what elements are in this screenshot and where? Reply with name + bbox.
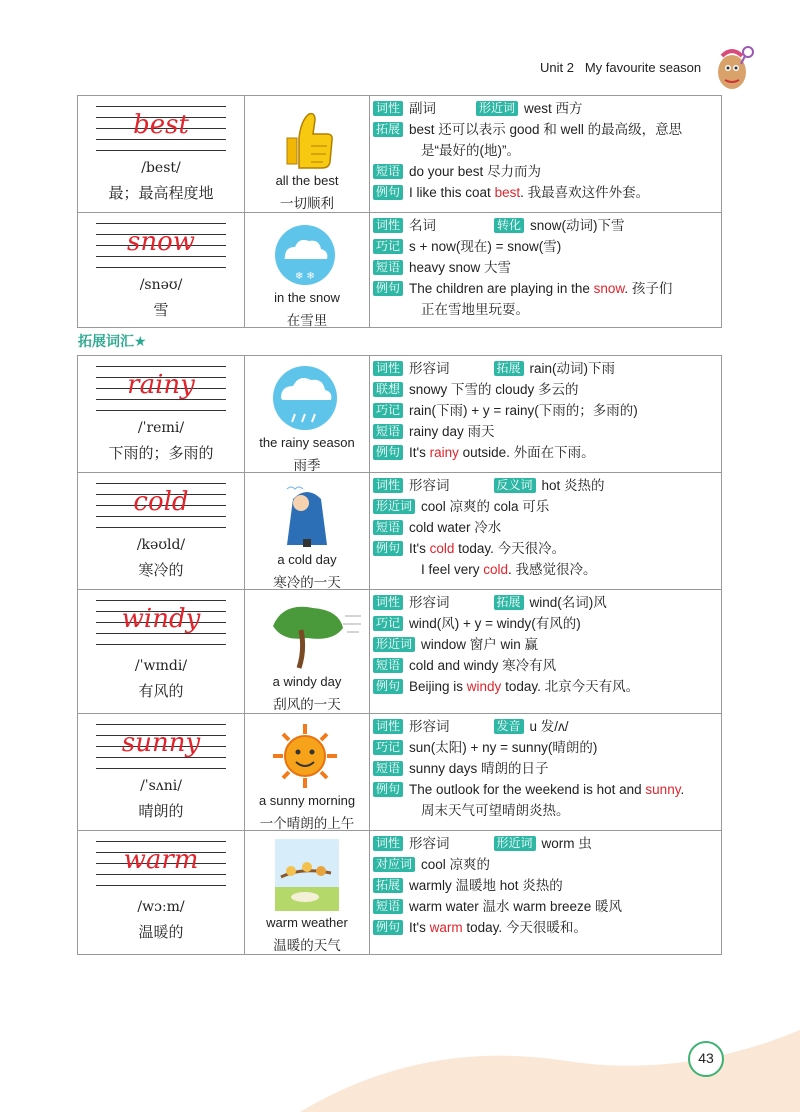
- line-text: 形容词: [409, 719, 450, 734]
- tag: 例句: [373, 185, 403, 200]
- word-cell: [78, 831, 245, 955]
- line-text: wind(名词)风: [529, 595, 607, 610]
- line-text: today. 今天很暖和。: [462, 920, 587, 935]
- phrase-en: a cold day: [277, 552, 337, 567]
- entry-row-best: [78, 96, 722, 213]
- tag: 词性: [373, 218, 403, 233]
- entry-row-cold: [78, 473, 722, 590]
- page-number: 43: [688, 1041, 724, 1077]
- line-text: The outlook for the weekend is hot and: [409, 782, 646, 797]
- tag: 词性: [373, 595, 403, 610]
- meaning: 有风的: [138, 682, 184, 700]
- word: windy: [121, 604, 201, 634]
- highlight-word: windy: [466, 679, 502, 694]
- footer-wave: [0, 1010, 800, 1112]
- phrase-cn: 一切顺利: [280, 196, 334, 212]
- entry-row-windy: [78, 590, 722, 714]
- line-text: 形容词: [409, 478, 450, 493]
- word: best: [133, 110, 189, 140]
- definition-cell: [370, 831, 722, 955]
- picture-cell: [245, 473, 370, 590]
- tag: 拓展: [373, 122, 403, 137]
- definition-cell: [370, 590, 722, 714]
- word: cold: [133, 487, 189, 517]
- phrase-cn: 温暖的天气: [273, 938, 341, 954]
- phonetic: /ˈwɪndi/: [134, 658, 188, 674]
- line-text: hot 炎热的: [541, 478, 605, 493]
- tag: 例句: [373, 445, 403, 460]
- warm-scene-icon: [245, 837, 369, 913]
- definition-cell: [370, 96, 722, 213]
- line-text: s + now(现在) = snow(雪): [409, 239, 562, 254]
- line-text: rain(动词)下雨: [529, 361, 616, 376]
- tag: 例句: [373, 541, 403, 556]
- definition-cell: [370, 213, 722, 328]
- picture-cell: [245, 213, 370, 328]
- entry-row-rainy: [78, 356, 722, 473]
- meaning: 温暖的: [138, 923, 184, 941]
- definition-cell: [370, 473, 722, 590]
- phrase-en: in the snow: [274, 290, 340, 305]
- snow-cloud-icon: [245, 219, 369, 289]
- tag: 形近词: [476, 101, 518, 116]
- phrase-cn: 在雪里: [286, 313, 328, 329]
- tag: 短语: [373, 658, 403, 673]
- highlight-word: warm: [429, 920, 463, 935]
- definition-cell: [370, 714, 722, 831]
- word-cell: [78, 96, 245, 213]
- highlight-word: rainy: [429, 445, 459, 460]
- word-cell: [78, 356, 245, 473]
- line-text: cold water 冷水: [409, 520, 502, 535]
- page-header: [540, 60, 701, 75]
- line-text: today. 北京今天有风。: [501, 679, 640, 694]
- svg-text:❄ ❄: ❄ ❄: [295, 271, 315, 282]
- line-text: Beijing is: [409, 679, 467, 694]
- phrase-en: warm weather: [266, 915, 348, 930]
- word-cell: [78, 590, 245, 714]
- word: rainy: [127, 370, 195, 400]
- unit-label: Unit 2: [540, 60, 574, 75]
- phrase-cn: 刮风的一天: [273, 697, 341, 713]
- line-text: rain(下雨) + y = rainy(下雨的；多雨的): [409, 403, 638, 418]
- meaning: 最；最高程度地: [108, 184, 214, 202]
- phonetic: /best/: [141, 160, 181, 176]
- line-text: warm water 温水 warm breeze 暖风: [409, 899, 623, 914]
- picture-cell: [245, 590, 370, 714]
- picture-cell: [245, 714, 370, 831]
- phrase-en: a windy day: [272, 674, 342, 689]
- line-text: . 我感觉很冷。: [508, 562, 597, 577]
- tag: 例句: [373, 281, 403, 296]
- line-text: sun(太阳) + ny = sunny(晴朗的): [409, 740, 598, 755]
- word: warm: [123, 845, 199, 875]
- line-text: best 还可以表示 good 和 well 的最高级，意思: [409, 122, 683, 137]
- tag: 拓展: [373, 878, 403, 893]
- phrase-en: all the best: [275, 173, 339, 188]
- vocab-table-core: [77, 95, 722, 328]
- thumbs-up-icon: [245, 102, 369, 172]
- line-text: 形容词: [409, 595, 450, 610]
- tag: 短语: [373, 424, 403, 439]
- tag: 联想: [373, 382, 403, 397]
- line-text: window 窗户 win 赢: [421, 637, 539, 652]
- definition-cell: [370, 356, 722, 473]
- line-text: do your best 尽力而为: [409, 164, 542, 179]
- phonetic: /wɔːm/: [137, 899, 185, 915]
- phrase-cn: 寒冷的一天: [273, 575, 341, 591]
- tag: 词性: [373, 361, 403, 376]
- line-text: sunny days 晴朗的日子: [409, 761, 549, 776]
- line-text: . 我最喜欢这件外套。: [520, 185, 650, 200]
- picture-cell: [245, 831, 370, 955]
- vocab-table-extended: [77, 355, 722, 955]
- phonetic: /ˈsʌni/: [140, 778, 182, 794]
- line-text: 形容词: [409, 836, 450, 851]
- tag: 短语: [373, 260, 403, 275]
- tag: 形近词: [373, 499, 415, 514]
- highlight-word: sunny: [645, 782, 681, 797]
- word-cell: [78, 714, 245, 831]
- tag: 词性: [373, 719, 403, 734]
- line-text: cold and windy 寒冷有风: [409, 658, 557, 673]
- line-text: snow(动词)下雪: [530, 218, 625, 233]
- tag: 发音: [494, 719, 524, 734]
- line-text: It's: [409, 445, 430, 460]
- tag: 拓展: [494, 361, 524, 376]
- line-text: worm 虫: [541, 836, 592, 851]
- line-text: rainy day 雨天: [409, 424, 495, 439]
- tag: 短语: [373, 164, 403, 179]
- line-text: I feel very: [421, 562, 484, 577]
- tag: 反义词: [494, 478, 536, 493]
- cold-child-icon: [245, 479, 369, 551]
- line-text: u 发/ʌ/: [529, 719, 569, 734]
- phrase-cn: 雨季: [293, 458, 321, 474]
- section-title: 拓展词汇★: [78, 334, 147, 350]
- phrase-en: the rainy season: [259, 435, 355, 450]
- phonetic: /snəʊ/: [139, 277, 183, 293]
- highlight-word: cold: [483, 562, 509, 577]
- line-text: warmly 温暖地 hot 炎热的: [409, 878, 563, 893]
- tag: 词性: [373, 478, 403, 493]
- line-text: . 孩子们: [624, 281, 673, 296]
- line-text: west 西方: [524, 101, 583, 116]
- line-text: It's: [409, 541, 430, 556]
- tag: 短语: [373, 761, 403, 776]
- tag: 形近词: [494, 836, 536, 851]
- tag: 拓展: [494, 595, 524, 610]
- mascot-icon: [712, 42, 756, 92]
- line-text: .: [680, 782, 685, 797]
- line-text: 副词: [409, 101, 437, 116]
- tag: 转化: [494, 218, 524, 233]
- line-text: outside. 外面在下雨。: [458, 445, 595, 460]
- tag: 巧记: [373, 403, 403, 418]
- rain-cloud-icon: [245, 362, 369, 434]
- word: snow: [127, 227, 195, 257]
- word: sunny: [121, 728, 201, 758]
- highlight-word: cold: [429, 541, 455, 556]
- picture-cell: [245, 356, 370, 473]
- line-text: I like this coat: [409, 185, 495, 200]
- entry-row-warm: [78, 831, 722, 955]
- tag: 形近词: [373, 637, 415, 652]
- entry-row-sunny: [78, 714, 722, 831]
- phonetic: /kəʊld/: [136, 537, 186, 553]
- picture-cell: [245, 96, 370, 213]
- line-text: 周末天气可望晴朗炎热。: [421, 803, 570, 818]
- line-text: It's: [409, 920, 430, 935]
- highlight-word: best: [494, 185, 521, 200]
- line-text: cool 凉爽的 cola 可乐: [421, 499, 550, 514]
- phrase-cn: 一个晴朗的上午: [259, 816, 355, 832]
- line-text: 是“最好的(地)”。: [421, 143, 520, 158]
- tag: 例句: [373, 679, 403, 694]
- tag: 巧记: [373, 239, 403, 254]
- sun-icon: [245, 720, 369, 792]
- windy-tree-icon: [245, 596, 369, 672]
- tag: 词性: [373, 101, 403, 116]
- word-cell: [78, 473, 245, 590]
- meaning: 寒冷的: [138, 561, 184, 579]
- phonetic: /ˈreɪni/: [137, 420, 185, 436]
- word-cell: [78, 213, 245, 328]
- tag: 例句: [373, 920, 403, 935]
- line-text: heavy snow 大雪: [409, 260, 512, 275]
- meaning: 晴朗的: [138, 802, 184, 820]
- line-text: 正在雪地里玩耍。: [421, 302, 529, 317]
- entry-row-snow: [78, 213, 722, 328]
- tag: 短语: [373, 899, 403, 914]
- line-text: snowy 下雪的 cloudy 多云的: [409, 382, 579, 397]
- meaning: 下雨的；多雨的: [108, 444, 214, 462]
- unit-title: My favourite season: [584, 60, 702, 75]
- tag: 例句: [373, 782, 403, 797]
- tag: 短语: [373, 520, 403, 535]
- phrase-en: a sunny morning: [258, 793, 356, 808]
- line-text: The children are playing in the: [409, 281, 594, 296]
- highlight-word: snow: [593, 281, 625, 296]
- line-text: 形容词: [409, 361, 450, 376]
- tag: 词性: [373, 836, 403, 851]
- tag: 巧记: [373, 740, 403, 755]
- line-text: wind(风) + y = windy(有风的): [409, 616, 581, 631]
- tag: 巧记: [373, 616, 403, 631]
- line-text: today. 今天很冷。: [454, 541, 566, 556]
- line-text: 名词: [409, 218, 437, 233]
- line-text: cool 凉爽的: [421, 857, 491, 872]
- tag: 对应词: [373, 857, 415, 872]
- meaning: 雪: [153, 301, 169, 319]
